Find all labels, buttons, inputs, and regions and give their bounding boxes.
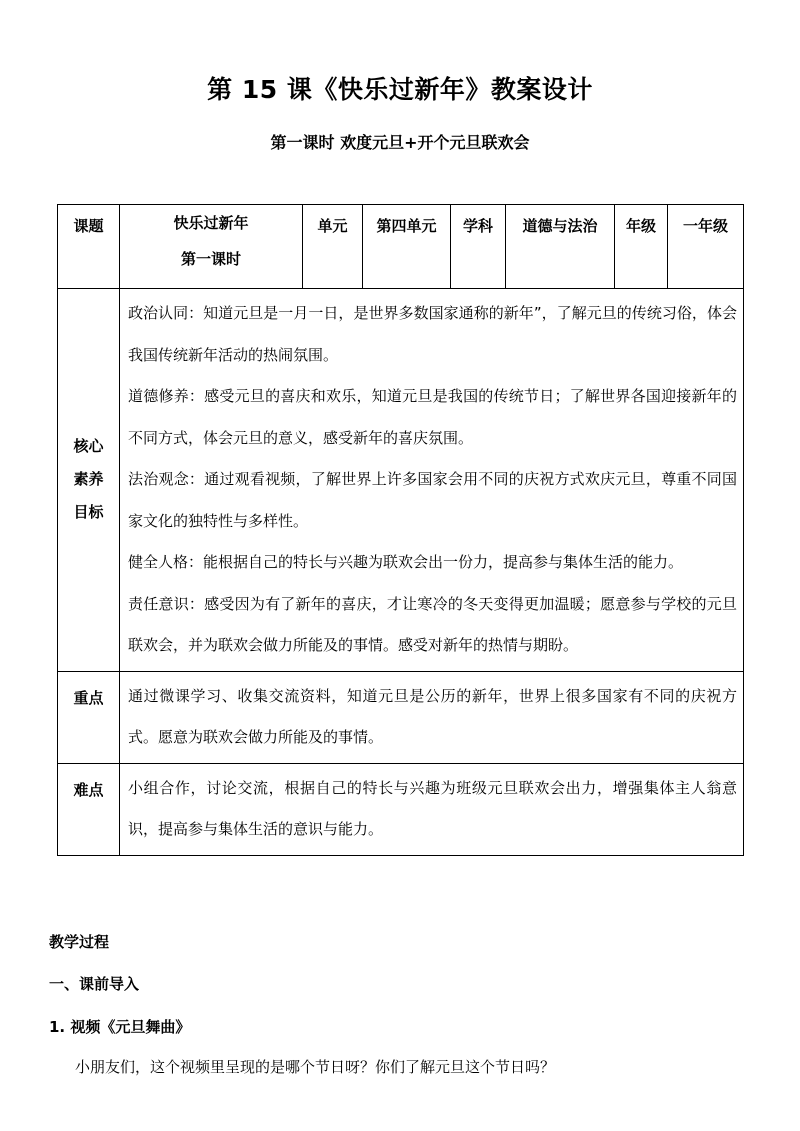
difficult-points-row [58,763,744,855]
key-points-row [58,671,744,763]
lesson-title-line1: 快乐过新年 [173,214,249,232]
subject-value: 道德与法治 [522,217,598,235]
goal-item: 道德修养：感受元旦的喜庆和欢乐，知道元旦是我国的传统节日；了解世界各国迎接新年的不同方式，体会元旦的意义，感受新年的喜庆氛围。 [128,387,737,447]
key-points-label: 重点 [73,688,104,707]
core-goals-content [120,289,744,672]
grade-label-cell [615,205,668,289]
core-goals-label-line: 目标 [73,503,104,522]
core-goals-row [58,289,744,672]
core-goals-label-line: 核心 [73,437,104,456]
difficult-points-label-cell [58,763,120,855]
lesson-label-cell [58,205,120,289]
section-heading: 一、课前导入 [49,975,140,993]
goal-item: 责任意识：感受因为有了新年的喜庆，才让寒冷的冬天变得更加温暖；愿意参与学校的元旦联欢会，并为联欢会做力所能及的事情。感受对新年的热情与期盼。 [128,594,737,654]
difficult-points-text: 小组合作，讨论交流，根据自己的特长与兴趣为班级元旦联欢会出力，增强集体主人翁意识，提高参与集体生活的意识与能力。 [128,778,737,838]
goal-item: 政治认同：知道元旦是一月一日，是世界多数国家通称的新年”，了解元旦的传统习俗，体会我国传统新年活动的热闹氛围。 [128,304,737,364]
unit-label-cell [303,205,363,289]
subject-label-cell [451,205,506,289]
grade-value-cell [668,205,744,289]
grade-label: 年级 [625,217,656,235]
grade-value: 一年级 [682,217,728,235]
goal-item: 法治观念：通过观看视频，了解世界上许多国家会用不同的庆祝方式欢庆元旦，尊重不同国家文化的独特性与多样性。 [128,470,737,530]
core-goals-label-line: 素养 [73,470,104,489]
process-heading: 教学过程 [49,933,110,951]
document-subtitle: 第一课时 欢度元旦+开个元旦联欢会 [270,133,530,152]
key-points-text: 通过微课学习、收集交流资料，知道元旦是公历的新年，世界上很多国家有不同的庆祝方式。愿意为联欢会做力所能及的事情。 [128,686,737,746]
subject-value-cell [506,205,615,289]
document-title: 第 15 课《快乐过新年》教案设计 [207,75,593,104]
unit-label: 单元 [317,217,348,235]
key-points-content [120,671,744,763]
unit-value: 第四单元 [376,217,437,235]
item-paragraph: 小朋友们，这个视频里呈现的是哪个节日呀？你们了解元旦这个节日吗？ [75,1058,556,1076]
difficult-points-content [120,763,744,855]
lesson-title-cell [120,205,303,289]
unit-value-cell [363,205,451,289]
subject-label: 学科 [462,217,493,235]
key-points-label-cell [58,671,120,763]
core-goals-label-cell [58,289,120,672]
item-heading: 1. 视频《元旦舞曲》 [49,1018,191,1036]
header-row [58,205,744,289]
goal-item: 健全人格：能根据自己的特长与兴趣为联欢会出一份力，提高参与集体生活的能力。 [128,553,684,571]
difficult-points-label: 难点 [73,780,104,799]
lesson-label: 课题 [73,217,104,235]
lesson-plan-table [57,204,744,856]
lesson-title-line2: 第一课时 [180,250,241,268]
